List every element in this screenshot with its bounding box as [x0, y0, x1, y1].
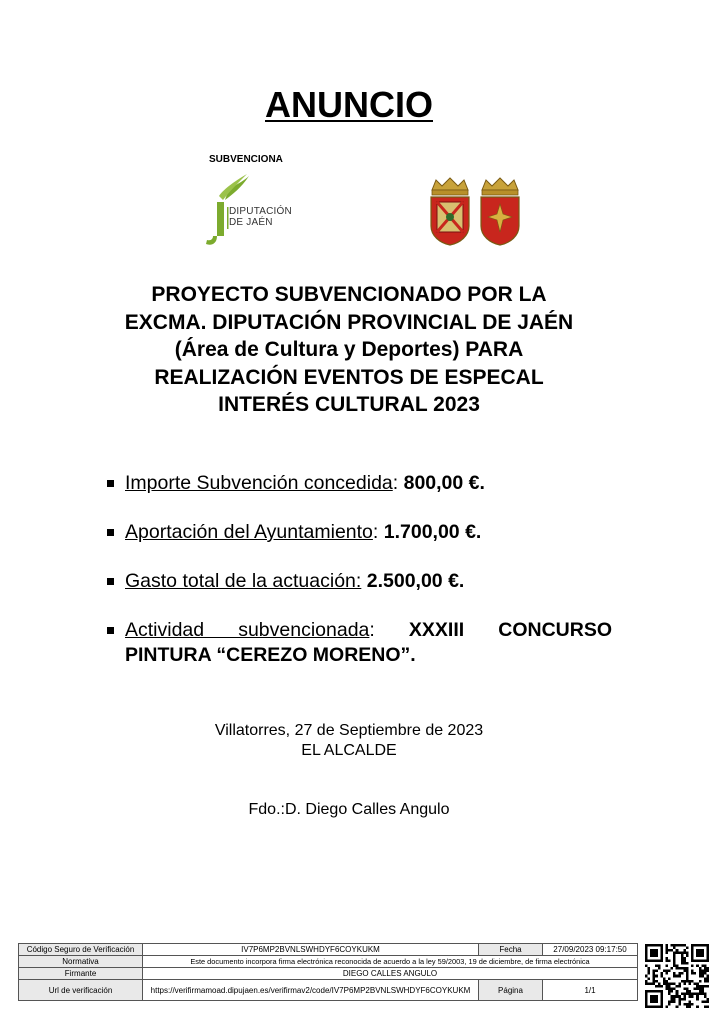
verification-url-link[interactable]: https://verifirmamoad.dipujaen.es/verifirmav2/code/IV7P6MP2BVNLSWHDYF6COYKUKM [143, 980, 479, 1001]
bullet-square-icon [107, 627, 114, 634]
table-row [19, 980, 638, 1001]
j-hook [206, 236, 217, 245]
table-row [19, 944, 638, 956]
normativa-value: Este documento incorpora firma electrónica reconocida de acuerdo a la ley 59/2003, 19 de diciembre, de firma electrónica [143, 956, 638, 968]
item-label: Actividad subvencionada [125, 619, 370, 641]
page-title: ANUNCIO [265, 84, 433, 125]
item-label: Aportación del Ayuntamiento [125, 521, 373, 543]
sponsor-label: SUBVENCIONA [209, 154, 283, 165]
list-item [107, 569, 612, 594]
item-value: 800,00 €. [403, 472, 485, 494]
pagina-value: 1/1 [543, 980, 638, 1001]
coat-of-arms-right-icon [478, 176, 522, 246]
normativa-label: Normativa [19, 956, 143, 968]
bullet-square-icon [107, 480, 114, 487]
signer-role: EL ALCALDE [301, 742, 397, 759]
bullet-square-icon [107, 529, 114, 536]
bullet-square-icon [107, 578, 114, 585]
diputacion-logo-text [229, 206, 292, 228]
heading-line: (Área de Cultura y Deportes) PARA [174, 338, 524, 361]
pagina-label: Página [479, 980, 543, 1001]
leaf-shape [219, 174, 247, 200]
table-row [19, 956, 638, 968]
j-stem [217, 202, 224, 236]
heading-line: EXCMA. DIPUTACIÓN PROVINCIAL DE JAÉN [124, 310, 574, 334]
item-separator: : [392, 472, 404, 494]
place-date: Villatorres, 27 de Septiembre de 2023 [214, 722, 484, 739]
table-row [19, 968, 638, 980]
heading-line: PROYECTO SUBVENCIONADO POR LA [151, 283, 547, 306]
signature-block [0, 721, 698, 761]
coat-of-arms-left-icon [428, 176, 472, 246]
list-item [107, 618, 612, 668]
heading-line: INTERÉS CULTURAL 2023 [218, 393, 480, 416]
fecha-label: Fecha [479, 944, 543, 956]
verification-table [18, 943, 638, 1001]
subsidy-details-list [107, 471, 612, 692]
item-first-line [125, 618, 612, 643]
item-value: XXXIII CONCURSO [408, 619, 612, 641]
csv-label: Código Seguro de Verificación [19, 944, 143, 956]
item-label: Gasto total de la actuación: [125, 570, 362, 592]
item-separator: : [369, 619, 409, 641]
list-item [107, 471, 612, 496]
logo-line2: DE JAÉN [229, 217, 273, 228]
announcement-heading [60, 281, 638, 419]
item-value: 1.700,00 €. [383, 521, 482, 543]
signed-by: Fdo.:D. Diego Calles Angulo [248, 801, 450, 818]
list-item [107, 520, 612, 545]
url-label: Url de verificación [19, 980, 143, 1001]
item-value: 2.500,00 €. [366, 570, 465, 592]
fecha-value: 27/09/2023 09:17:50 [543, 944, 638, 956]
firmante-value: DIEGO CALLES ANGULO [143, 968, 638, 980]
item-label: Importe Subvención concedida [125, 472, 393, 494]
csv-value: IV7P6MP2BVNLSWHDYF6COYKUKM [143, 944, 479, 956]
firmante-label: Firmante [19, 968, 143, 980]
heading-line: REALIZACIÓN EVENTOS DE ESPECAL [154, 365, 544, 389]
item-separator: : [372, 521, 384, 543]
qr-code-icon[interactable] [645, 944, 709, 1008]
item-value-continued: PINTURA “CEREZO MORENO”. [125, 644, 416, 666]
logo-line1: DIPUTACIÓN [229, 206, 292, 217]
